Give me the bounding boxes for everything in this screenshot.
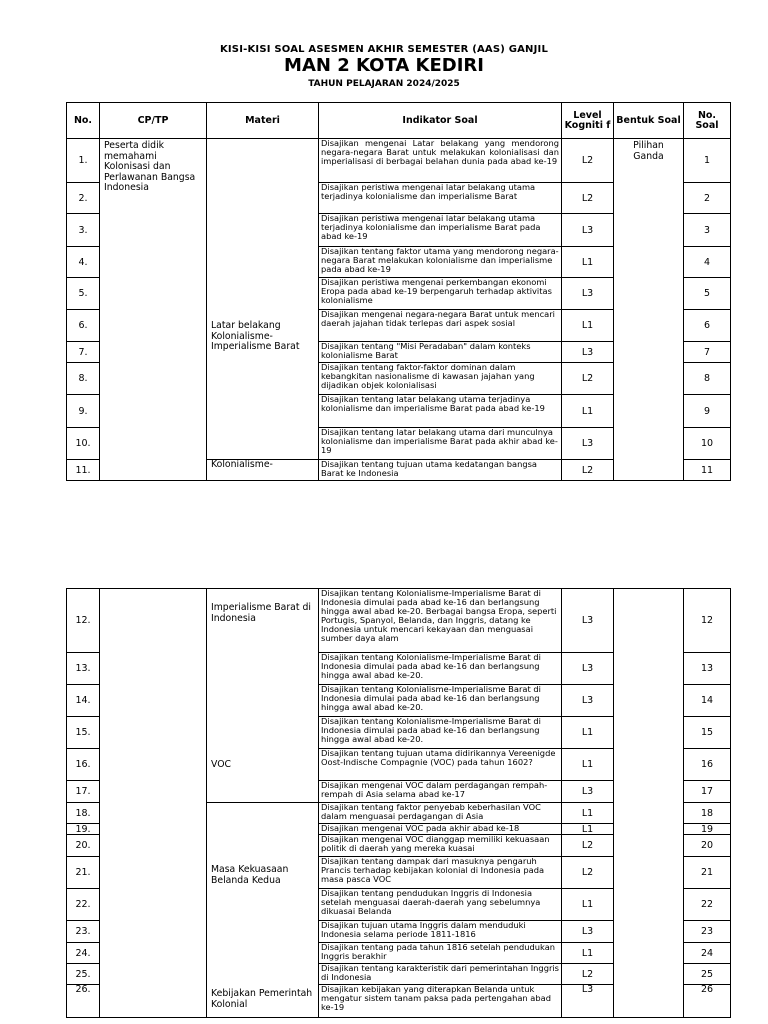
question-number: 21 — [684, 857, 731, 889]
cognitive-level: L3 — [562, 428, 614, 460]
question-number: 1 — [684, 139, 731, 183]
row-no: 20. — [67, 835, 100, 857]
question-number: 4 — [684, 247, 731, 278]
kisi-kisi-table-page-1 — [66, 102, 731, 481]
row-no: 15. — [67, 717, 100, 749]
cognitive-level: L1 — [562, 889, 614, 921]
cognitive-level: L2 — [562, 835, 614, 857]
question-number: 22 — [684, 889, 731, 921]
materi-imperialisme-part: Imperialisme Barat di Indonesia — [211, 602, 311, 624]
header-level: Level Kogniti f — [562, 103, 614, 139]
row-no: 7. — [67, 342, 100, 363]
indicator-text: Disajikan mengenai Latar belakang yang mendorong negara-negara Barat untuk melakukan kolonialisasi dan imperialisasi di berbagai belahan dunia pada abad ke-19 — [319, 139, 562, 183]
materi-cell — [207, 803, 319, 1018]
indicator-text: Disajikan tentang pendudukan Inggris di Indonesia setelah menguasai daerah-daerah yang sebelumnya dikuasai Belanda — [319, 889, 562, 921]
row-no: 2. — [67, 183, 100, 214]
row-no: 26. — [67, 985, 100, 1018]
indicator-text: Disajikan tentang latar belakang utama terjadinya kolonialisme dan imperialisme Barat pada abad ke-19 — [319, 395, 562, 428]
row-no: 12. — [67, 589, 100, 653]
question-number: 5 — [684, 278, 731, 310]
cognitive-level: L3 — [562, 985, 614, 1018]
materi-kebijakan: Kebijakan Pemerintah Kolonial — [211, 988, 313, 1010]
header-bentuk: Bentuk Soal — [614, 103, 684, 139]
header-indikator: Indikator Soal — [319, 103, 562, 139]
question-number: 16 — [684, 749, 731, 781]
cptp-cell-continued — [100, 589, 207, 1018]
bentuk-cell — [614, 139, 684, 481]
question-number: 20 — [684, 835, 731, 857]
question-number: 25 — [684, 964, 731, 985]
row-no: 13. — [67, 653, 100, 685]
cognitive-level: L2 — [562, 460, 614, 481]
academic-year: TAHUN PELAJARAN 2024/2025 — [308, 79, 460, 89]
question-number: 23 — [684, 921, 731, 943]
indicator-text: Disajikan tentang Kolonialisme-Imperialisme Barat di Indonesia dimulai pada abad ke-16 dan berlangsung hingga awal abad ke-20. — [319, 717, 562, 749]
row-no: 16. — [67, 749, 100, 781]
indicator-text: Disajikan kebijakan yang diterapkan Belanda untuk mengatur sistem tanam paksa pada pertengahan abad ke-19 — [319, 985, 562, 1018]
row-no: 19. — [67, 824, 100, 835]
kisi-kisi-table-page-2 — [66, 588, 731, 1018]
cognitive-level: L3 — [562, 589, 614, 653]
indicator-text: Disajikan tentang dampak dari masuknya pengaruh Prancis terhadap kebijakan kolonial di Indonesia pada masa pasca VOC — [319, 857, 562, 889]
header-nosoal: No. Soal — [684, 103, 731, 139]
question-number: 2 — [684, 183, 731, 214]
indicator-text: Disajikan tentang tujuan utama kedatangan bangsa Barat ke Indonesia — [319, 460, 562, 481]
indicator-text: Disajikan tentang Kolonialisme-Imperialisme Barat di Indonesia dimulai pada abad ke-16 dan berlangsung hingga awal abad ke-20. — [319, 653, 562, 685]
materi-cell — [207, 460, 319, 481]
cognitive-level: L3 — [562, 342, 614, 363]
cognitive-level: L1 — [562, 803, 614, 824]
cognitive-level: L1 — [562, 824, 614, 835]
row-no: 4. — [67, 247, 100, 278]
indicator-text: Disajikan peristiwa mengenai perkembangan ekonomi Eropa pada abad ke-19 berpengaruh terhadap aktivitas kolonialisme — [319, 278, 562, 310]
row-no: 23. — [67, 921, 100, 943]
row-no: 22. — [67, 889, 100, 921]
row-no: 6. — [67, 310, 100, 342]
row-no: 5. — [67, 278, 100, 310]
question-number: 14 — [684, 685, 731, 717]
cognitive-level: L3 — [562, 278, 614, 310]
cognitive-level: L3 — [562, 921, 614, 943]
cptp-cell — [100, 139, 207, 481]
cognitive-level: L1 — [562, 310, 614, 342]
indicator-text: Disajikan tentang faktor penyebab keberhasilan VOC dalam menguasai perdagangan di Asia — [319, 803, 562, 824]
materi-kolonialisme-part: Kolonialisme- — [211, 459, 273, 470]
cognitive-level: L3 — [562, 653, 614, 685]
question-number: 6 — [684, 310, 731, 342]
question-number: 24 — [684, 943, 731, 964]
cognitive-level: L2 — [562, 183, 614, 214]
cognitive-level: L3 — [562, 781, 614, 803]
cognitive-level: L1 — [562, 943, 614, 964]
indicator-text: Disajikan mengenai VOC dianggap memiliki kekuasaan politik di daerah yang mereka kuasai — [319, 835, 562, 857]
indicator-text: Disajikan tujuan utama Inggris dalam menduduki Indonesia selama periode 1811-1816 — [319, 921, 562, 943]
row-no: 1. — [67, 139, 100, 183]
document-subtitle: KISI-KISI SOAL ASESMEN AKHIR SEMESTER (AAS) GANJIL — [219, 44, 549, 55]
indicator-text: Disajikan tentang tujuan utama didirikannya Vereenigde Oost-Indische Compagnie (VOC) pada tahun 1602? — [319, 749, 562, 781]
row-no: 14. — [67, 685, 100, 717]
header-materi: Materi — [207, 103, 319, 139]
header-no: No. — [67, 103, 100, 139]
row-no: 24. — [67, 943, 100, 964]
row-no: 11. — [67, 460, 100, 481]
question-number: 12 — [684, 589, 731, 653]
question-number: 7 — [684, 342, 731, 363]
question-number: 3 — [684, 214, 731, 247]
indicator-text: Disajikan tentang faktor-faktor dominan dalam kebangkitan nasionalisme di kawasan jajahan yang dijadikan objek kolonialisasi — [319, 363, 562, 395]
cptp-text: Peserta didik memahami Kolonisasi dan Perlawanan Bangsa Indonesia — [104, 140, 196, 193]
cognitive-level: L1 — [562, 247, 614, 278]
question-number: 18 — [684, 803, 731, 824]
indicator-text: Disajikan peristiwa mengenai latar belakang utama terjadinya kolonialisme dan imperialisme Barat pada abad ke-19 — [319, 214, 562, 247]
bentuk-text: Pilihan Ganda — [633, 140, 664, 162]
indicator-text: Disajikan mengenai VOC dalam perdagangan rempah-rempah di Asia selama abad ke-17 — [319, 781, 562, 803]
indicator-text: Disajikan tentang karakteristik dari pemerintahan Inggris di Indonesia — [319, 964, 562, 985]
question-number: 11 — [684, 460, 731, 481]
materi-latar: Latar belakang Kolonialisme-Imperialisme Barat — [211, 320, 300, 352]
indicator-text: Disajikan mengenai negara-negara Barat untuk mencari daerah jajahan tidak terlepas dari aspek sosial — [319, 310, 562, 342]
materi-voc: VOC — [211, 759, 232, 770]
question-number: 19 — [684, 824, 731, 835]
indicator-text: Disajikan peristiwa mengenai latar belakang utama terjadinya kolonialisme dan imperialisme Barat — [319, 183, 562, 214]
materi-cell — [207, 139, 319, 460]
cognitive-level: L2 — [562, 139, 614, 183]
question-number: 26 — [684, 985, 731, 1018]
indicator-text: Disajikan tentang pada tahun 1816 setelah pendudukan Inggris berakhir — [319, 943, 562, 964]
cognitive-level: L2 — [562, 363, 614, 395]
indicator-text: Disajikan tentang latar belakang utama dari munculnya kolonialisme dan imperialisme Barat pada akhir abad ke-19 — [319, 428, 562, 460]
indicator-text: Disajikan tentang Kolonialisme-Imperialisme Barat di Indonesia dimulai pada abad ke-16 dan berlangsung hingga awal abad ke-20. — [319, 685, 562, 717]
table-row — [67, 589, 731, 653]
row-no: 18. — [67, 803, 100, 824]
table-header-row — [67, 103, 731, 139]
row-no: 10. — [67, 428, 100, 460]
question-number: 9 — [684, 395, 731, 428]
cognitive-level: L3 — [562, 685, 614, 717]
cognitive-level: L2 — [562, 964, 614, 985]
row-no: 17. — [67, 781, 100, 803]
indicator-text: Disajikan tentang Kolonialisme-Imperialisme Barat di Indonesia dimulai pada abad ke-16 dan berlangsung hingga awal abad ke-20. Berbagai bangsa Eropa, seperti Portugis, Spanyol, Belanda, dan Inggris, datang ke Indonesia untuk mencari kekayaan dan menguasai sumber daya alam — [319, 589, 562, 653]
question-number: 8 — [684, 363, 731, 395]
question-number: 10 — [684, 428, 731, 460]
cognitive-level: L1 — [562, 395, 614, 428]
materi-cell — [207, 589, 319, 803]
row-no: 9. — [67, 395, 100, 428]
question-number: 15 — [684, 717, 731, 749]
indicator-text: Disajikan tentang faktor utama yang mendorong negara-negara Barat melakukan kolonialisme dan imperialisme pada abad ke-19 — [319, 247, 562, 278]
header-cptp: CP/TP — [100, 103, 207, 139]
question-number: 17 — [684, 781, 731, 803]
row-no: 25. — [67, 964, 100, 985]
school-name: MAN 2 KOTA KEDIRI — [284, 55, 484, 76]
materi-masa: Masa Kekuasaan Belanda Kedua — [211, 864, 289, 886]
cognitive-level: L1 — [562, 717, 614, 749]
cognitive-level: L3 — [562, 214, 614, 247]
row-no: 3. — [67, 214, 100, 247]
question-number: 13 — [684, 653, 731, 685]
row-no: 21. — [67, 857, 100, 889]
table-row — [67, 139, 731, 183]
indicator-text: Disajikan mengenai VOC pada akhir abad ke-18 — [319, 824, 562, 835]
bentuk-cell-continued — [614, 589, 684, 1018]
cognitive-level: L2 — [562, 857, 614, 889]
cognitive-level: L1 — [562, 749, 614, 781]
indicator-text: Disajikan tentang "Misi Peradaban" dalam konteks kolonialisme Barat — [319, 342, 562, 363]
row-no: 8. — [67, 363, 100, 395]
